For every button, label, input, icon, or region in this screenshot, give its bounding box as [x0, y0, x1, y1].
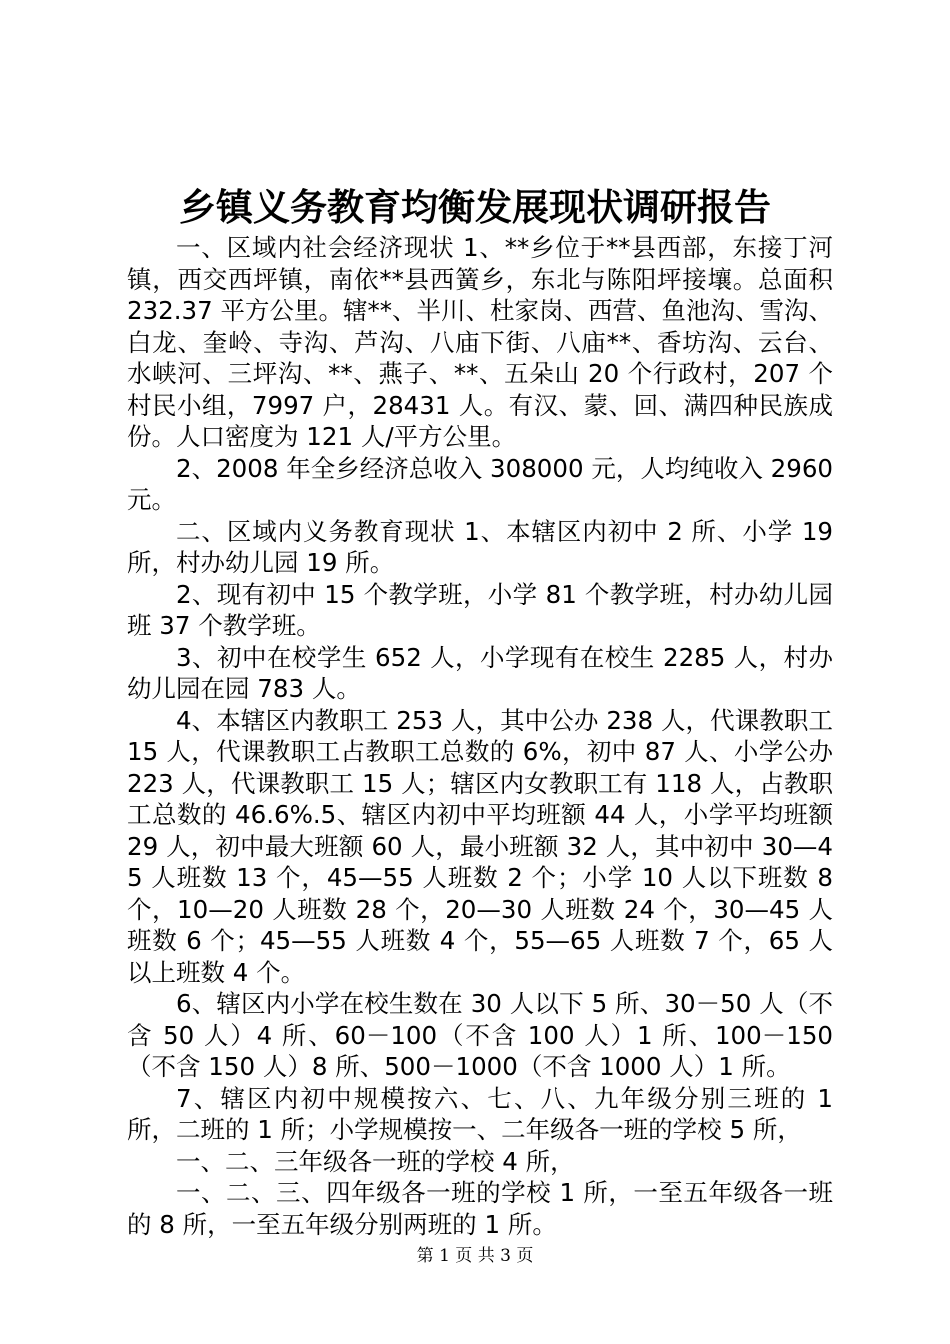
paragraph-teaching-classes: 2、现有初中 15 个教学班，小学 81 个教学班，村办幼儿园班 37 个教学班。 [127, 579, 833, 640]
paragraph-staff-and-class-size: 4、本辖区内教职工 253 人，其中公办 238 人，代课教职工 15 人，代课教职工占教职工总数的 6%，初中 87 人、小学公办 223 人，代课教职工 15 人；辖区内女教职工有 118 人，占教职工总数的 46.6%.5、辖区内初中平均班额 44 人，小学平均班额 29 人，初中最大班额 60 人，最小班额 32 人，其中初中 30—45 人班数 13 个，45—55 人班数 2 个；小学 10 人以下班数 8 个，10—20 人班数 28 个，20—30 人班数 24 个，30—45 人班数 6 个；45—55 人班数 4 个，55—65 人班数 7 个，65 人以上班数 4 个。 [127, 705, 833, 987]
document-body [127, 232, 833, 1240]
paragraph-school-scale-2: 一、二、三年级各一班的学校 4 所， [176, 1146, 575, 1176]
paragraph-school-scale-1: 7、辖区内初中规模按六、七、八、九年级分别三班的 1 所，二班的 1 所；小学规模按一、二年级各一班的学校 5 所， [127, 1083, 833, 1144]
paragraph-school-scale-3: 一、二、三、四年级各一班的学校 1 所，一至五年级各一班的 8 所，一至五年级分别两班的 1 所。 [127, 1178, 833, 1239]
paragraph-student-counts: 3、初中在校学生 652 人，小学现有在校生 2285 人，村办幼儿园在园 783 人。 [127, 642, 833, 703]
paragraph-economic-income: 2、2008 年全乡经济总收入 308000 元，人均纯收入 2960 元。 [127, 453, 833, 514]
paragraph-socioeconomic-status: 一、区域内社会经济现状 1、**乡位于**县西部，东接丁河镇，西交西坪镇，南依**县西簧乡，东北与陈阳坪接壤。总面积 232.37 平方公里。辖**、半川、杜家岗、西营、鱼池沟、雪沟、白龙、奎岭、寺沟、芦沟、八庙下街、八庙**、香坊沟、云台、水峡河、三坪沟、**、燕子、**、五朵山 20 个行政村，207 个村民小组，7997 户，28431 人。有汉、蒙、回、满四种民族成份。人口密度为 121 人/平方公里。 [127, 233, 834, 451]
document-title: 乡镇义务教育均衡发展现状调研报告 [179, 186, 771, 229]
paragraph-school-enrollment-scale: 6、辖区内小学在校生数在 30 人以下 5 所、30－50 人（不含 50 人）4 所、60－100（不含 100 人）1 所、100－150（不含 150 人）8 所、500－1000（不含 1000 人）1 所。 [127, 989, 833, 1081]
page-footer: 第 1 页 共 3 页 [416, 1246, 534, 1266]
paragraph-education-status: 二、区域内义务教育现状 1、本辖区内初中 2 所、小学 19 所，村办幼儿园 19 所。 [127, 516, 833, 577]
